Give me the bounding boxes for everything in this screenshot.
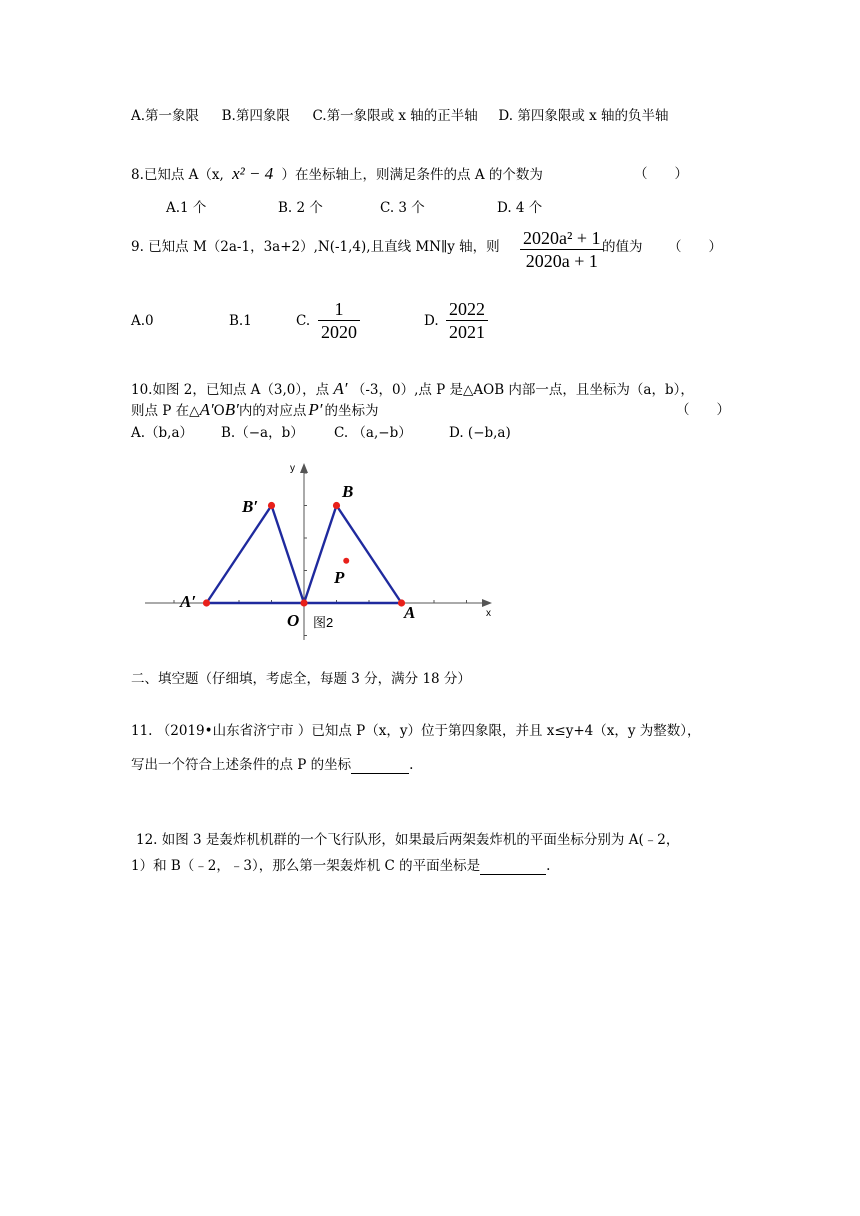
q9-option-b: B.1 — [229, 313, 252, 329]
q9-option-d-numerator: 2022 — [449, 299, 485, 319]
q8-stem — [131, 165, 543, 184]
q9-suffix: 的值为 — [602, 239, 643, 255]
q11-answer-blank — [351, 757, 409, 774]
q12-line2-end: . — [546, 858, 551, 874]
point-b — [333, 502, 340, 509]
q7-option-c: C.第一象限或 x 轴的正半轴 — [312, 108, 478, 124]
q10-option-a: A.（b,a） — [131, 425, 194, 441]
q9-option-d-denominator: 2021 — [446, 320, 488, 343]
q10-option-b: B.（−a，b） — [221, 425, 304, 441]
q10-answer-paren: （ ） — [676, 402, 730, 418]
q11-line2 — [131, 756, 413, 774]
q8-answer-paren: （ ） — [634, 166, 688, 182]
label-a: A — [404, 603, 416, 622]
q11-line2-end: . — [409, 757, 414, 773]
point-o — [300, 599, 307, 606]
y-axis-label: y — [290, 463, 295, 474]
q10-line2-b-prime: B′ — [224, 400, 239, 419]
q10-line2-p-prime: P′ — [308, 400, 323, 419]
q9-fraction-numerator: 2020a² + 1 — [523, 228, 601, 248]
q12-line1: 12. 如图 3 是轰炸机机群的一个飞行队形，如果最后两架轰炸机的平面坐标分别为 A(﹣2， — [136, 832, 680, 848]
q11-line2-text: 写出一个符合上述条件的点 P 的坐标 — [131, 757, 352, 773]
q9-option-c-fraction — [318, 298, 360, 343]
q9-fraction-denominator: 2020a + 1 — [520, 249, 604, 272]
label-p: P — [334, 568, 345, 587]
x-axis-label: x — [486, 608, 491, 619]
triangle-a-prime-o-b-prime — [207, 506, 305, 604]
q10-line2-g: 的坐标为 — [324, 403, 379, 419]
section-2-title: 二、填空题（仔细填，考虑全，每题 3 分，满分 18 分） — [131, 671, 471, 687]
q11-line1: 11. （2019•山东省济宁市 ）已知点 P（x，y）位于第四象限，并且 x≤y+4（x，y 为整数）， — [131, 723, 701, 739]
point-b-prime — [268, 502, 275, 509]
q8-option-b: B. 2 个 — [278, 200, 323, 216]
q10-line2-a: 则点 P 在△ — [131, 403, 200, 419]
q10-line1 — [131, 380, 694, 399]
q10-option-d: D. (−b,a) — [449, 425, 511, 441]
triangle-aob — [304, 506, 402, 604]
q10-line1-c: （-3，0）,点 P 是△AOB 内部一点，且坐标为（a，b）， — [351, 382, 694, 398]
q9-stem — [131, 238, 500, 256]
q8-expression: x² − 4 — [232, 164, 274, 183]
label-b: B — [342, 482, 354, 501]
label-a-prime: A′ — [180, 592, 197, 611]
q10-line2-e: 内的对应点 — [238, 403, 307, 419]
q7-option-a: A.第一象限 — [131, 108, 200, 124]
q9-answer-paren: （ ） — [668, 239, 722, 255]
q8-option-a: A.1 个 — [166, 200, 207, 216]
q9-prefix: 9. 已知点 M（2a-1，3a+2）,N(-1,4),且直线 MN∥y 轴，则 — [131, 239, 500, 255]
q7-option-b: B.第四象限 — [221, 108, 290, 124]
q12-line2 — [131, 857, 550, 875]
point-p — [343, 558, 349, 564]
q9-option-d-label: D. — [424, 313, 439, 329]
q10-line2 — [131, 401, 378, 420]
q12-answer-blank — [480, 858, 546, 875]
q9-option-a: A.0 — [131, 313, 154, 329]
q8-option-d: D. 4 个 — [497, 200, 543, 216]
point-a-prime — [203, 599, 210, 606]
q9-option-c-label: C. — [296, 313, 311, 329]
q9-option-c-numerator: 1 — [334, 299, 344, 319]
figure-caption: 图2 — [313, 615, 334, 630]
q10-option-c: C. （a,−b） — [334, 425, 412, 441]
q10-a-prime: A′ — [333, 379, 348, 398]
x-axis-arrow — [482, 599, 492, 607]
figure-2 — [0, 455, 860, 655]
label-b-prime: B′ — [242, 497, 259, 516]
label-o: O — [287, 611, 300, 630]
y-axis-arrow — [300, 463, 308, 473]
q12-line2-text: 1）和 B（﹣2，﹣3），那么第一架轰炸机 C 的平面坐标是 — [131, 858, 481, 874]
q10-line2-o: O — [213, 403, 225, 419]
q8-option-c: C. 3 个 — [380, 200, 425, 216]
q9-fraction — [520, 227, 604, 272]
q7-options — [131, 107, 669, 125]
q7-option-d: D. 第四象限或 x 轴的负半轴 — [498, 108, 669, 124]
q8-prefix: 8.已知点 A（x, — [131, 167, 224, 183]
q9-option-d-fraction — [446, 298, 488, 343]
q8-suffix: ）在坐标轴上，则满足条件的点 A 的个数为 — [281, 167, 543, 183]
q10-line1-a: 10.如图 2，已知点 A（3,0），点 — [131, 382, 330, 398]
q9-option-c-denominator: 2020 — [318, 320, 360, 343]
q10-line2-a-prime: A′ — [199, 400, 214, 419]
